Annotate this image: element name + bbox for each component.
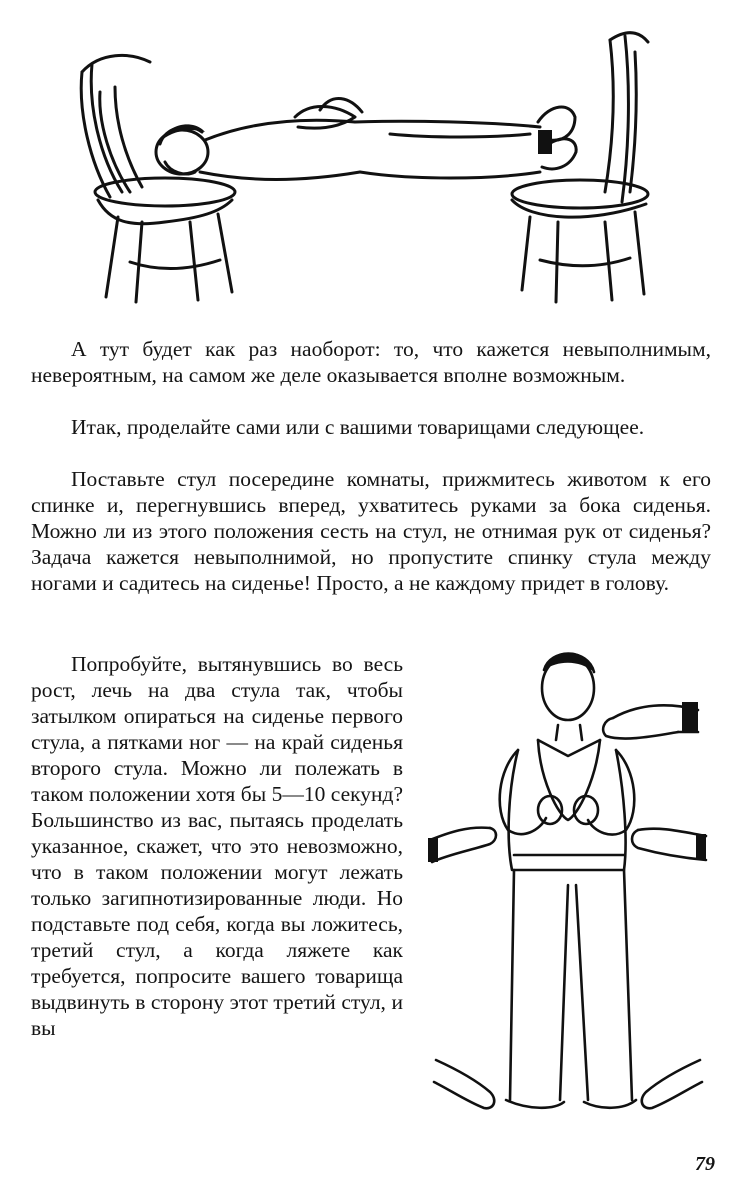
man-in-sweater-with-hands-pointing-illustration [428,640,708,1150]
paragraph-3 [31,466,711,596]
paragraph-2 [31,414,711,440]
page-number: 79 [695,1153,715,1175]
paragraph-4 [31,651,403,1041]
paragraph-text: Попробуйте, вытянувшись во весь рост, лечь на два стула так, чтобы затылком опираться на сиденье первого стула, а пятками ног — на край сиденья второго стула. Можно ли полежать в таком положении хотя бы 5—10 секунд? Большинство из вас, пытаясь проделать указанное, скажет, что это невозможно, что в таком положении могут лежать только загипнотизированные люди. Но подставьте под себя, когда вы ложитесь, третий стул, а когда ляжете как требуется, попросите вашего товарища выдвинуть в сторону этот третий стул, и вы [31,652,403,1040]
chairs-illustration-icon [70,22,660,312]
paragraph-text: Поставьте стул посередине комнаты, прижмитесь животом к его спинке и, перегнувшись вперед, ухватитесь руками за бока сиденья. Можно ли из этого положения сесть на стул, не отнимая рук от сиденья? Задача кажется невыполнимой, но пропустите спинку стула между ногами и садитесь на сиденье! Просто, а не каждому придет в голову. [31,467,711,595]
paragraph-text: Итак, проделайте сами или с вашими товарищами следующее. [71,415,645,439]
paragraph-1 [31,336,711,388]
man-figure-icon [428,640,708,1150]
man-lying-between-two-chairs-illustration [70,22,660,312]
paragraph-text: А тут будет как раз наоборот: то, что кажется невыполнимым, невероятным, на самом же деле оказывается вполне возможным. [31,337,711,387]
